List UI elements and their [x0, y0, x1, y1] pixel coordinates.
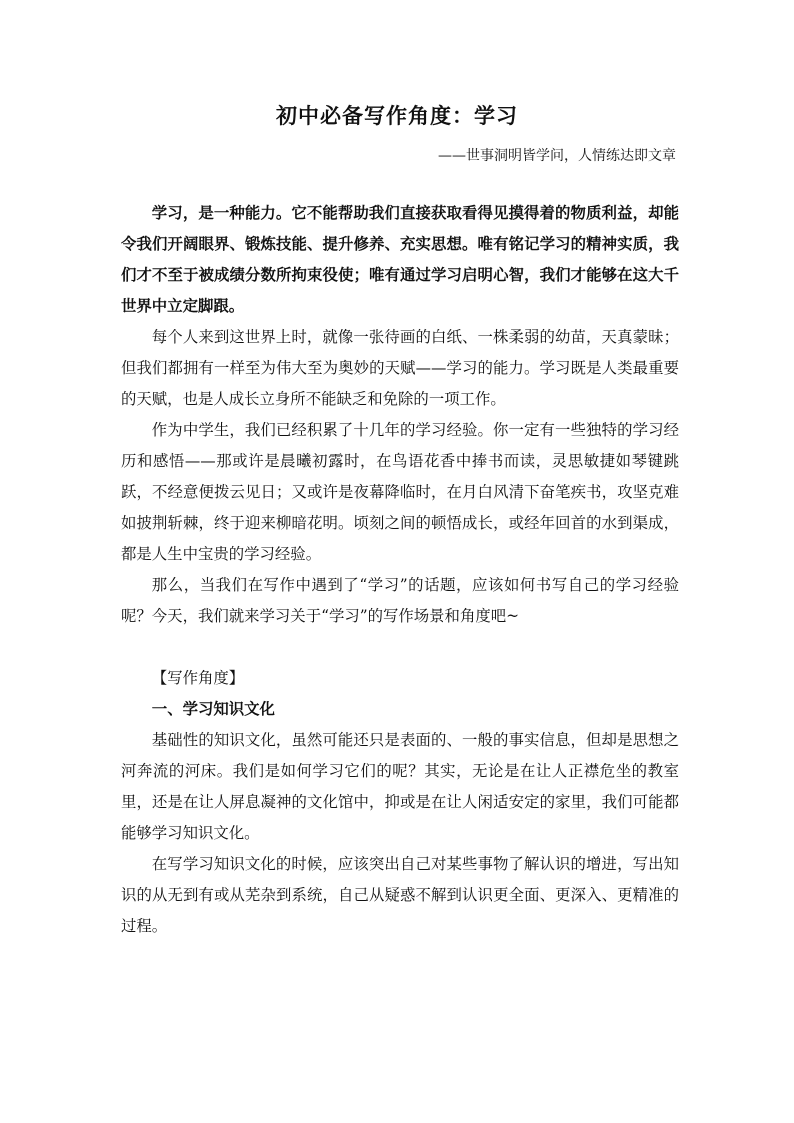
section-heading: 【写作角度】: [151, 669, 245, 687]
intro-paragraph: 学习，是一种能力。它不能帮助我们直接获取看得见摸得着的物质利益，却能令我们开阔眼界、锻炼技能、提升修养、充实思想。唯有铭记学习的精神实质，我们才不至于被成绩分数所拘束役使；唯有通过学习启明心智，我们才能够在这大千世界中立定脚跟。: [121, 204, 679, 315]
paragraph-gap: [121, 632, 679, 663]
body-paragraph: 基础性的知识文化，虽然可能还只是表面的、一般的事实信息，但却是思想之河奔流的河床。我们是如何学习它们的呢？其实，无论是在让人正襟危坐的教室里，还是在让人屏息凝神的文化馆中，抑或是在让人闲适安定的家里，我们可能都能够学习知识文化。: [121, 731, 679, 842]
document-body: [121, 198, 679, 942]
document-title: 初中必备写作角度：学习: [276, 103, 518, 128]
document-subtitle: ——世事洞明皆学问，人情练达即文章: [438, 148, 676, 164]
body-paragraph: 在写学习知识文化的时候，应该突出自己对某些事物了解认识的增进，写出知识的从无到有或从芜杂到系统，自己从疑惑不解到认识更全面、更深入、更精准的过程。: [121, 855, 679, 935]
intro-paragraph: 每个人来到这世界上时，就像一张待画的白纸、一株柔弱的幼苗，天真蒙昧；但我们都拥有一样至为伟大至为奥妙的天赋——学习的能力。学习既是人类最重要的天赋，也是人成长立身所不能缺乏和免除的一项工作。: [121, 328, 679, 408]
intro-paragraph: 那么，当我们在写作中遇到了“学习”的话题，应该如何书写自己的学习经验呢？今天，我们就来学习关于“学习”的写作场景和角度吧~: [121, 576, 679, 625]
subsection-heading: 一、学习知识文化: [151, 700, 275, 718]
intro-paragraph: 作为中学生，我们已经积累了十几年的学习经验。你一定有一些独特的学习经历和感悟——那或许是晨曦初露时，在鸟语花香中捧书而读，灵思敏捷如琴键跳跃，不经意便拨云见日；又或许是夜幕降临时，在月白风清下奋笔疾书，攻坚克难如披荆斩棘，终于迎来柳暗花明。顷刻之间的顿悟成长，或经年回首的水到渠成，都是人生中宝贵的学习经验。: [121, 421, 679, 563]
